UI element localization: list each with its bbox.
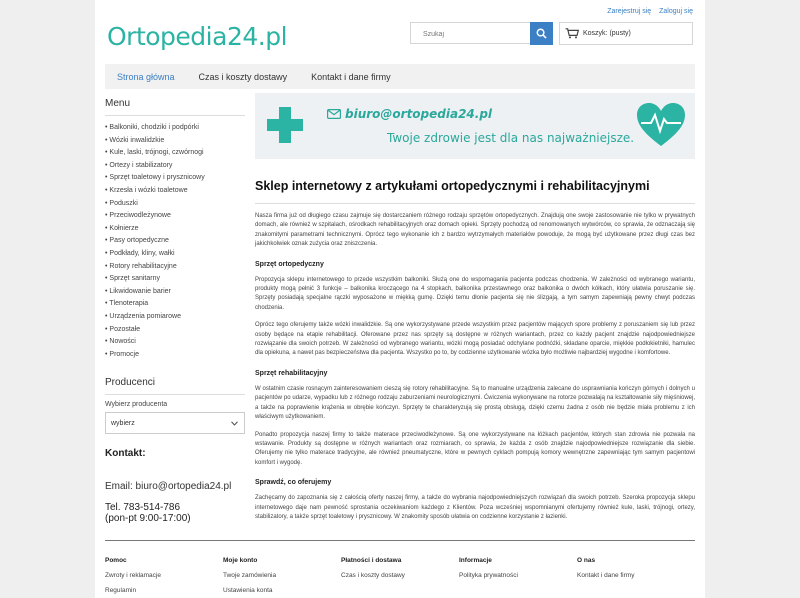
category-item[interactable]: • Promocje xyxy=(105,350,139,358)
category-item[interactable]: • Tlenoterapia xyxy=(105,300,149,308)
footer-heading: Moje konto xyxy=(223,557,258,564)
banner-email-row xyxy=(327,107,492,121)
category-list xyxy=(105,122,245,361)
footer-link[interactable]: Twoje zamówienia xyxy=(223,572,277,579)
footer-heading: Pomoc xyxy=(105,557,127,564)
article-paragraph: Nasza firma już od długiego czasu zajmuje się dostarczaniem różnego rodzaju sprzętów ortopedycznych. Znajdują one swoje zastosowanie nie tylko w prywatnych domach, ale również w szpitalach, ośrodkach rehabilitacyjnych oraz domach opieki. Sprzęty pochodzą od renomowanych wytwórców, co sprawia, że odznaczają się znakomitymi parametrami technicznymi. Oprócz tego wykonanie ich z bardzo wytrzymałych materiałów powoduje, że mogą być użytkowane przez długi czas bez jakichkolwiek oznak zużycia oraz zniszczenia. xyxy=(255,213,695,248)
footer-heading: Informacje xyxy=(459,557,492,564)
footer-col-help xyxy=(105,557,223,594)
producers-title: Producenci xyxy=(105,377,245,395)
footer-link[interactable]: Ustawienia konta xyxy=(223,587,273,594)
article-paragraph: Oprócz tego oferujemy także wózki inwalidzkie. Są one wykorzystywane przede wszystkim przez pacjentów mających spore problemy z poruszaniem się lub przez osoby będące na etapie rehabilitacji. Oferowane przez nas sprzęty są dostępne w różnych wariantach, przez co każdy pacjent znajdzie najodpowiedniejsze rozwiązanie dla swoich potrzeb. W zależności od wybranego wariantu, wózki mogą posiadać odchylane podnóżki, składane oparcie, miękkie podłokietniki, hamulec dla opiekuna, a nawet pas bezpieczeństwa dla pacjenta. Wszystko po to, by codzienne użytkowanie wózka było możliwie najbardziej wygodne i komfortowe. xyxy=(255,322,695,357)
menu-title: Menu xyxy=(105,98,245,116)
producers-label: Wybierz producenta xyxy=(105,401,168,409)
section-heading: Sprzęt ortopedyczny xyxy=(255,260,324,268)
logo[interactable]: Ortopedia24.pl xyxy=(107,22,288,51)
contact-phone-block xyxy=(105,502,245,524)
chevron-down-icon xyxy=(231,421,238,426)
mail-icon xyxy=(327,109,341,119)
producer-select[interactable] xyxy=(105,412,245,434)
sidebar xyxy=(105,98,245,524)
section-heading: Sprzęt rehabilitacyjny xyxy=(255,369,328,377)
producer-select-value: wybierz xyxy=(111,419,135,427)
footer-heading: O nas xyxy=(577,557,596,564)
contact-email: Email: biuro@ortopedia24.pl xyxy=(105,481,232,493)
category-item[interactable]: • Pozostałe xyxy=(105,325,141,333)
category-item[interactable]: • Sprzęt sanitarny xyxy=(105,275,160,283)
cart-widget[interactable] xyxy=(559,22,693,45)
footer xyxy=(105,540,695,594)
category-item[interactable]: • Pasy ortopedyczne xyxy=(105,237,169,245)
category-item[interactable]: • Poduszki xyxy=(105,199,138,207)
article-paragraph: W ostatnim czasie rosnącym zainteresowaniem cieszą się rotory rehabilitacyjne. Są to manualne urządzenia zalecane do usprawniania kończyn górnych i dolnych u pacjentów po udarze, wypadku lub z różnego rodzaju zaburzeniami neurologicznymi. Ćwiczenia wykonywane na rotorze pozwalają na kształtowanie siły mięśniowej, a także na poprawienie krążenia w obrębie kończyn. Sprzęty te charakteryzują się prostą obsługą, dzięki czemu żadna z osób nie będzie miała problemu z ich właściwym użytkowaniem. xyxy=(255,385,695,421)
footer-link[interactable]: Regulamin xyxy=(105,587,137,594)
cart-label: Koszyk: (pusty) xyxy=(583,30,631,37)
nav-contact[interactable]: Kontakt i dane firmy xyxy=(311,71,391,82)
page-title: Sklep internetowy z artykułami ortopedycznymi i rehabilitacyjnymi xyxy=(255,179,695,204)
category-item[interactable]: • Przeciwodleżynowe xyxy=(105,212,171,220)
footer-col-about xyxy=(577,557,695,594)
category-item[interactable]: • Krzesła i wózki toaletowe xyxy=(105,186,188,194)
article-body xyxy=(255,212,695,522)
page xyxy=(95,0,705,598)
contact-hours: (pon-pt 9:00-17:00) xyxy=(105,513,191,525)
category-item[interactable]: • Balkoniki, chodziki i podpórki xyxy=(105,124,199,131)
category-item[interactable]: • Podkłady, kliny, wałki xyxy=(105,249,175,257)
contact-phone: Tel. 783-514-786 xyxy=(105,502,181,514)
footer-col-info xyxy=(459,557,577,594)
nav-home[interactable]: Strona główna xyxy=(117,71,175,82)
heart-pulse-icon xyxy=(635,101,687,149)
footer-col-payments xyxy=(341,557,459,594)
footer-col-account xyxy=(223,557,341,594)
article-paragraph: Zachęcamy do zapoznania się z całością oferty naszej firmy, a także do wybrania najodpowiedniejszych rozwiązań dla swoich potrzeb. Szeroka propozycja sklepu internetowego daje nam pewność sprostania oczekiwaniom każdego z Klientów. Poza wcześniej wspomnianymi ofertujemy również kule, laski, trójnogi, ortezy, stabilizatory, a także sprzęt toaletowy i prysznicowy. W znakomity sposób ułatwia on codzienne korzystanie z łazienki. xyxy=(255,495,695,520)
category-item[interactable]: • Kule, laski, trójnogi, czwórnogi xyxy=(105,149,204,157)
category-item[interactable]: • Rotory rehabilitacyjne xyxy=(105,262,177,270)
promo-banner xyxy=(255,93,695,159)
banner-tagline: Twoje zdrowie jest dla nas najważniejsze. xyxy=(387,131,635,145)
footer-link[interactable]: Zwroty i reklamacje xyxy=(105,572,161,579)
category-item[interactable]: • Wózki inwalidzkie xyxy=(105,136,165,144)
register-link[interactable]: Zarejestruj się xyxy=(607,8,652,15)
banner-email: biuro@ortopedia24.pl xyxy=(345,107,493,121)
category-item[interactable]: • Likwidowanie barier xyxy=(105,287,171,295)
account-links xyxy=(601,8,693,15)
contact-title: Kontakt: xyxy=(105,448,146,460)
category-item[interactable]: • Nowości xyxy=(105,338,136,346)
category-item[interactable]: • Urządzenia pomiarowe xyxy=(105,312,181,320)
search-icon xyxy=(536,28,547,39)
footer-heading: Płatności i dostawa xyxy=(341,557,402,564)
footer-link[interactable]: Czas i koszty dostawy xyxy=(341,572,405,579)
article-paragraph: Ponadto propozycja naszej firmy to także materace przeciwodleżynowe. Są one wykorzystywane na łóżkach pacjentów, których stan zdrowia nie pozwala na wstawanie. Produkty są dostępne w różnych wariantach oraz rozmiarach, co sprawia, że każda z osób znajdzie najodpowiedniejsze rozwiązanie dla siebie. Oferujemy nie tylko materace tradycyjne, ale również pneumatyczne, które w pewnych cyklach pompują komory wewnętrzne zapewniając tym samym pacjentowi komfort i wygodę. xyxy=(255,431,695,466)
section-heading: Sprawdź, co oferujemy xyxy=(255,479,332,487)
main-content xyxy=(255,93,695,522)
footer-link[interactable]: Kontakt i dane firmy xyxy=(577,572,635,579)
cart-icon xyxy=(565,28,579,39)
main-nav xyxy=(105,64,695,89)
medical-cross-icon xyxy=(265,105,305,145)
search-input[interactable] xyxy=(411,25,521,45)
category-item[interactable]: • Sprzęt toaletowy i prysznicowy xyxy=(105,174,205,182)
category-item[interactable]: • Kołnierze xyxy=(105,224,139,232)
nav-shipping[interactable]: Czas i koszty dostawy xyxy=(198,71,288,82)
footer-link[interactable]: Polityka prywatności xyxy=(459,572,518,579)
search-button[interactable] xyxy=(530,22,553,45)
article-paragraph: Propozycja sklepu internetowego to przede wszystkim balkoniki. Służą one do wspomagania pacjenta podczas chodzenia. W zależności od wybranego wariantu, produkty mogą pełnić 3 funkcje – balkonika kroczącego na 4 stopkach, balkonika przestawnego oraz balkonika o dwóch kółkach, który ułatwia poruszanie się. Sprzęty posiadają specjalne rączki wyposażone w miękką gumę. Dzięki temu dłonie pacjenta się nie ślizgają, a tym samym zapewniają pewny chwyt podczas chodzenia. xyxy=(255,276,695,311)
category-item[interactable]: • Ortezy i stabilizatory xyxy=(105,161,173,169)
login-link[interactable]: Zaloguj się xyxy=(659,8,693,15)
